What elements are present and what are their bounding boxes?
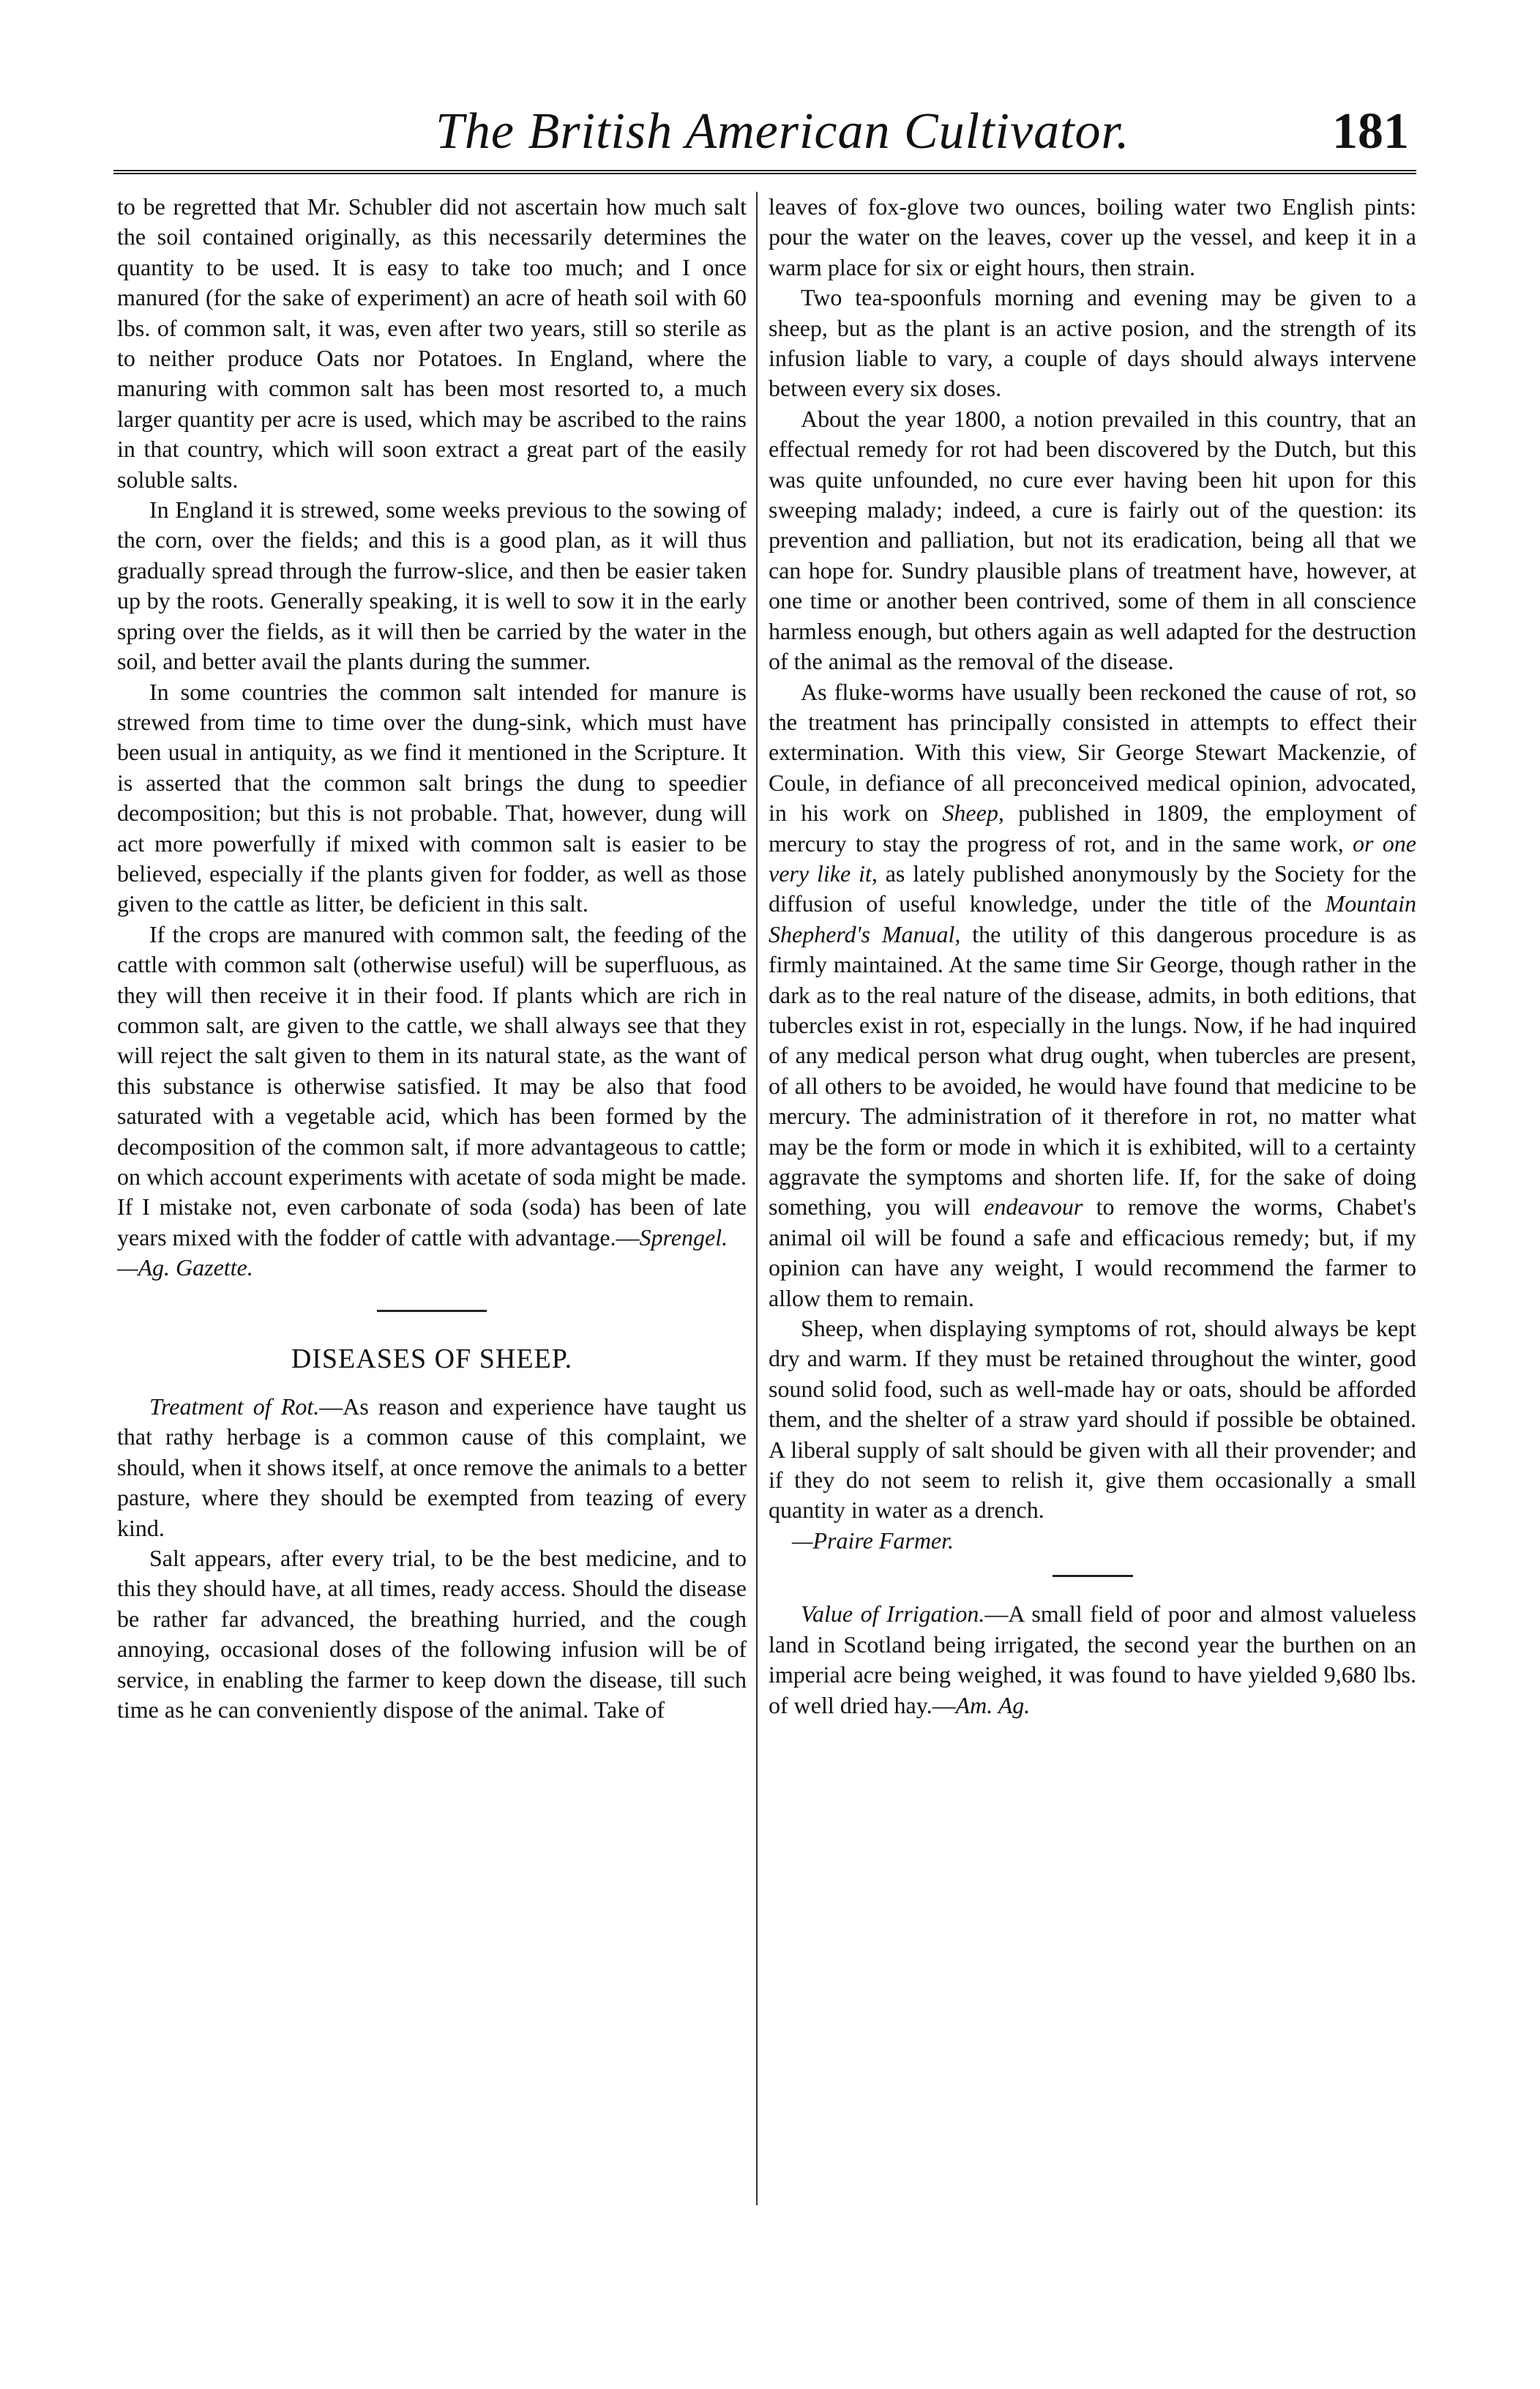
subheading: Treatment of Rot. <box>149 1393 320 1420</box>
paragraph <box>769 1599 1416 1721</box>
paragraph-text: —A small field of poor and almost valueless land in Scotland being irrigated, the second year the burthen on an imperial acre being weighed, it was found to have yielded 9,680 lbs. of well dried hay.— <box>769 1600 1417 1718</box>
left-column <box>117 192 747 1726</box>
source-credit: —Praire Farmer. <box>792 1527 954 1554</box>
emphasis: or one very like it, <box>769 830 1417 887</box>
paragraph: Sheep, when displaying symptoms of rot, should always be kept dry and warm. If they must be retained throughout the winter, good sound solid food, such as well-made hay or oats, should be afforded them, and the shelter of a straw yard should if possible be obtained. A liberal supply of salt should be given with all their provender; and if they do not seem to relish it, give them occasionally a small quantity in water as a drench. <box>769 1315 1416 1524</box>
paragraph: leaves of fox-glove two ounces, boiling water two English pints: pour the water on the leaves, cover up the vessel, and keep it in a warm place for six or eight hours, then strain. <box>769 193 1416 280</box>
paragraph: In some countries the common salt intended for manure is strewed from time to time over the dung-sink, which must have been usual in antiquity, as we find it mentioned in the Scripture. It is asserted that the common salt brings the dung to speedier decomposition; but this is not probable. That, however, dung will act more powerfully if mixed with common salt is easier to be believed, especially if the plants given for fodder, as well as those given to the cattle as litter, be deficient in this salt. <box>117 678 747 917</box>
paragraph <box>769 677 1416 1314</box>
paragraph <box>117 920 747 1253</box>
section-heading: DISEASES OF SHEEP. <box>291 1343 573 1374</box>
book-title: Mountain Shepherd's Manual, <box>769 890 1416 947</box>
source-credit: —Ag. Gazette. <box>117 1254 253 1281</box>
paragraph-text: As fluke-worms have usually been reckoned the cause of rot, so the treatment has principally consisted in attempts to effect their extermination. With this view, Sir George Stewart Mackenzie, of Coule, in defiance of all preconceived medical opinion, advocated, in his work on <box>769 678 1416 827</box>
paragraph: Two tea-spoonfuls morning and evening may be given to a sheep, but as the plant is an active posion, and the strength of its infusion liable to vary, a couple of days should always intervene between every six doses. <box>769 284 1416 402</box>
subheading: Value of Irrigation. <box>801 1600 985 1628</box>
paragraph-text: the utility of this dangerous procedure is as firmly maintained. At the same time Sir George, though rather in the dark as to the real nature of the disease, admits, in both editions, that tubercles exist in rot, especially in the lungs. Now, if he had inquired of any medical person what drug ought, when tubercles are present, of all others to be avoided, he would have found that medicine to be mercury. The administration of it therefore in rot, no matter what may be the form or mode in which it is exhibited, will to a certainty aggravate the symptoms and shorten life. If, for the sake of doing something, you will <box>769 920 1417 1220</box>
paragraph: About the year 1800, a notion prevailed in this country, that an effectual remedy for rot had been discovered by the Dutch, but this was quite unfounded, no cure ever having been hit upon for this sweeping malady; indeed, a cure is fairly out of the question: its prevention and palliation, but not its eradication, being all that we can hope for. Sundry plausible plans of treatment have, however, at one time or another been contrived, some of them in all conscience harmless enough, but others again as well adapted for the destruction of the animal as the removal of the disease. <box>769 405 1416 675</box>
paragraph-text: published in 1809, the employment of mercury to stay the progress of rot, and in the same work, <box>769 800 1417 857</box>
paragraph-text: —As reason and experience have taught us that rathy herbage is a common cause of this complaint, we should, when it shows itself, at once remove the animals to a better pasture, where they should be exempted from teazing of every kind. <box>117 1393 747 1541</box>
paragraph-text: to remove the worms, Chabet's animal oil will be found a safe and efficacious remedy; but, if my opinion can have any weight, I would recommend the farmer to allow them to remain. <box>769 1193 1417 1311</box>
right-column <box>769 192 1416 1721</box>
paragraph: In England it is strewed, some weeks previous to the sowing of the corn, over the fields; and this is a good plan, as it will thus gradually spread through the furrow-slice, and then be easier taken up by the roots. Generally speaking, it is well to sow it in the early spring over the fields, as it will then be carried by the water in the soil, and better avail the plants during the summer. <box>117 496 747 675</box>
paragraph: Salt appears, after every trial, to be the best medicine, and to this they should have, at all times, ready access. Should the disease be rather far advanced, the breathing hurried, and the cough annoying, occasional doses of the following infusion will be of service, in enabling the farmer to keep down the disease, till such time as he can conveniently dispose of the animal. Take of <box>117 1545 747 1723</box>
book-title: Sheep, <box>942 800 1004 827</box>
paragraph-text: If the crops are manured with common salt, the feeding of the cattle with common salt (otherwise useful) will be superfluous, as they will then receive it in their food. If plants which are rich in common salt, are given to the cattle, we shall always see that they will reject the salt given to them in its natural state, as the want of this substance is otherwise satisfied. It may be also that food saturated with a vegetable acid, which has been formed by the decomposition of the common salt, if more advantageous to cattle; on which account experiments with acetate of soda might be made. If I mistake not, even carbonate of soda (soda) has been of late years mixed with the fodder of cattle with advantage.— <box>117 920 747 1251</box>
running-head <box>113 103 1416 168</box>
paragraph: to be regretted that Mr. Schubler did not ascertain how much salt the soil contained originally, as this necessarily determines the quantity to be used. It is easy to take too much; and I once manured (for the sake of experiment) an acre of heath soil with 60 lbs. of common salt, it was, even after two years, still so sterile as to neither produce Oats nor Potatoes. In England, where the manuring with common salt has been most resorted to, a much larger quantity per acre is used, which may be ascribed to the rains in that country, which will soon extract a great part of the easily soluble salts. <box>117 193 747 493</box>
section-divider <box>1053 1575 1133 1577</box>
column-divider <box>756 192 758 2205</box>
source-credit: Sprengel. <box>639 1223 728 1251</box>
section-divider <box>377 1310 487 1312</box>
source-credit: Am. Ag. <box>955 1691 1031 1718</box>
emphasis: endeavour <box>984 1193 1083 1220</box>
paragraph <box>117 1392 747 1543</box>
running-title: The British American Cultivator. <box>436 103 1130 160</box>
paragraph-text: as lately published anonymously by the Society for the diffusion of useful knowledge, under the title of the <box>769 860 1417 917</box>
header-rule <box>113 170 1416 174</box>
page-number: 181 <box>1332 103 1409 160</box>
